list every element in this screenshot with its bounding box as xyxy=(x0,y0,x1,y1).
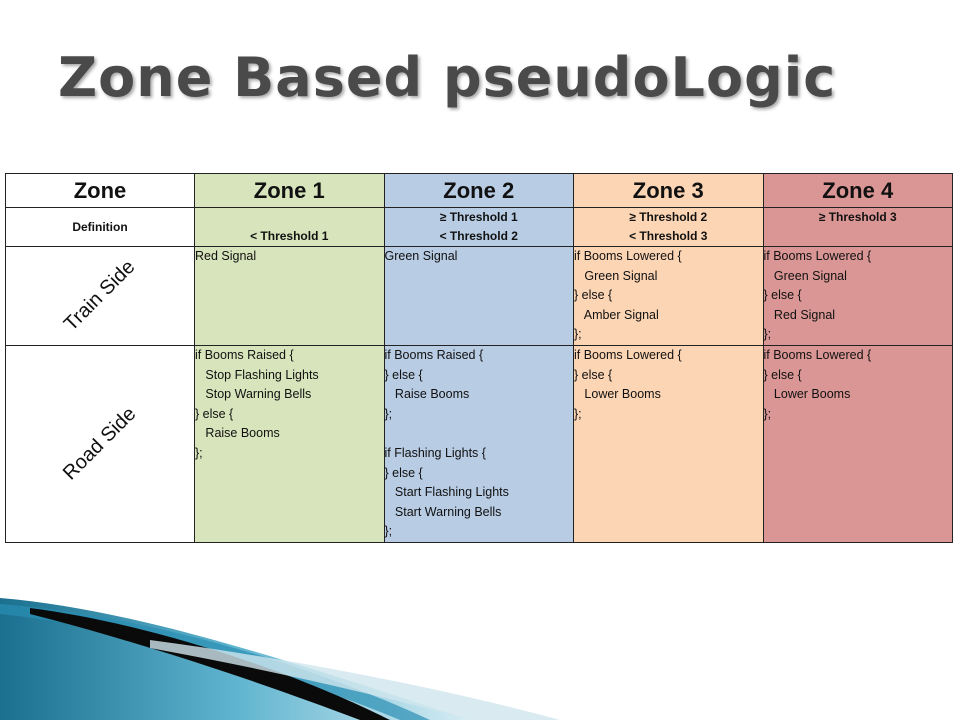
logic-line: } else { xyxy=(384,465,423,480)
logic-line: }; xyxy=(574,406,582,421)
logic-line: } else { xyxy=(574,288,613,303)
logic-line: if Booms Lowered { xyxy=(574,347,682,362)
definition-line: ≥ Threshold 2 xyxy=(629,210,708,224)
logic-line: Red Signal xyxy=(763,307,836,322)
logic-line: }; xyxy=(195,445,203,460)
logic-line: } else { xyxy=(763,367,802,382)
slide-title: Zone Based pseudoLogic xyxy=(58,46,837,109)
logic-line: } else { xyxy=(384,367,423,382)
definition-line: < Threshold 1 xyxy=(250,229,329,243)
logic-line: Red Signal xyxy=(195,249,257,263)
definition-label: Definition xyxy=(6,208,195,247)
definition-line: ≥ Threshold 3 xyxy=(818,210,897,224)
logic-line: }; xyxy=(763,406,772,421)
zone-1-header: Zone 1 xyxy=(195,174,385,208)
logic-line: if Booms Lowered { xyxy=(763,249,872,263)
logic-line: Raise Booms xyxy=(384,387,470,402)
logic-line: if Booms Lowered { xyxy=(574,249,682,263)
logic-line: if Booms Lowered { xyxy=(763,347,872,362)
logic-line: }; xyxy=(763,327,772,342)
logic-line: Green Signal xyxy=(384,249,458,263)
logic-line: Stop Warning Bells xyxy=(195,387,312,402)
definition-line: < Threshold 3 xyxy=(629,229,708,243)
road-side-label: Road Side xyxy=(58,402,141,485)
logic-line: Raise Booms xyxy=(195,426,280,441)
logic-line: if Flashing Lights { xyxy=(384,445,486,460)
logic-line: } else { xyxy=(574,367,613,382)
definition-line: < Threshold 2 xyxy=(439,229,518,243)
definition-line: ≥ Threshold 1 xyxy=(439,210,518,224)
logic-line: Lower Booms xyxy=(763,387,851,402)
logic-line: } else { xyxy=(763,288,802,303)
logic-line: Start Flashing Lights xyxy=(384,485,509,500)
logic-line: if Booms Raised { xyxy=(384,347,484,362)
logic-line: Green Signal xyxy=(574,268,658,283)
logic-line: Stop Flashing Lights xyxy=(195,367,319,382)
zone-4-header: Zone 4 xyxy=(763,174,953,208)
logic-line: Start Warning Bells xyxy=(384,504,502,519)
logic-line: Lower Booms xyxy=(574,387,661,402)
logic-line: }; xyxy=(574,327,582,342)
train-side-label: Train Side xyxy=(59,255,140,336)
logic-line: if Booms Raised { xyxy=(195,347,294,362)
logic-line: Amber Signal xyxy=(574,307,659,322)
logic-line: } else { xyxy=(195,406,234,421)
logic-line: }; xyxy=(384,406,393,421)
zone-header-label: Zone xyxy=(6,174,195,208)
logic-line: }; xyxy=(384,524,393,539)
zone-3-header: Zone 3 xyxy=(574,174,764,208)
zone-2-header: Zone 2 xyxy=(384,174,574,208)
logic-line: Green Signal xyxy=(763,268,847,283)
